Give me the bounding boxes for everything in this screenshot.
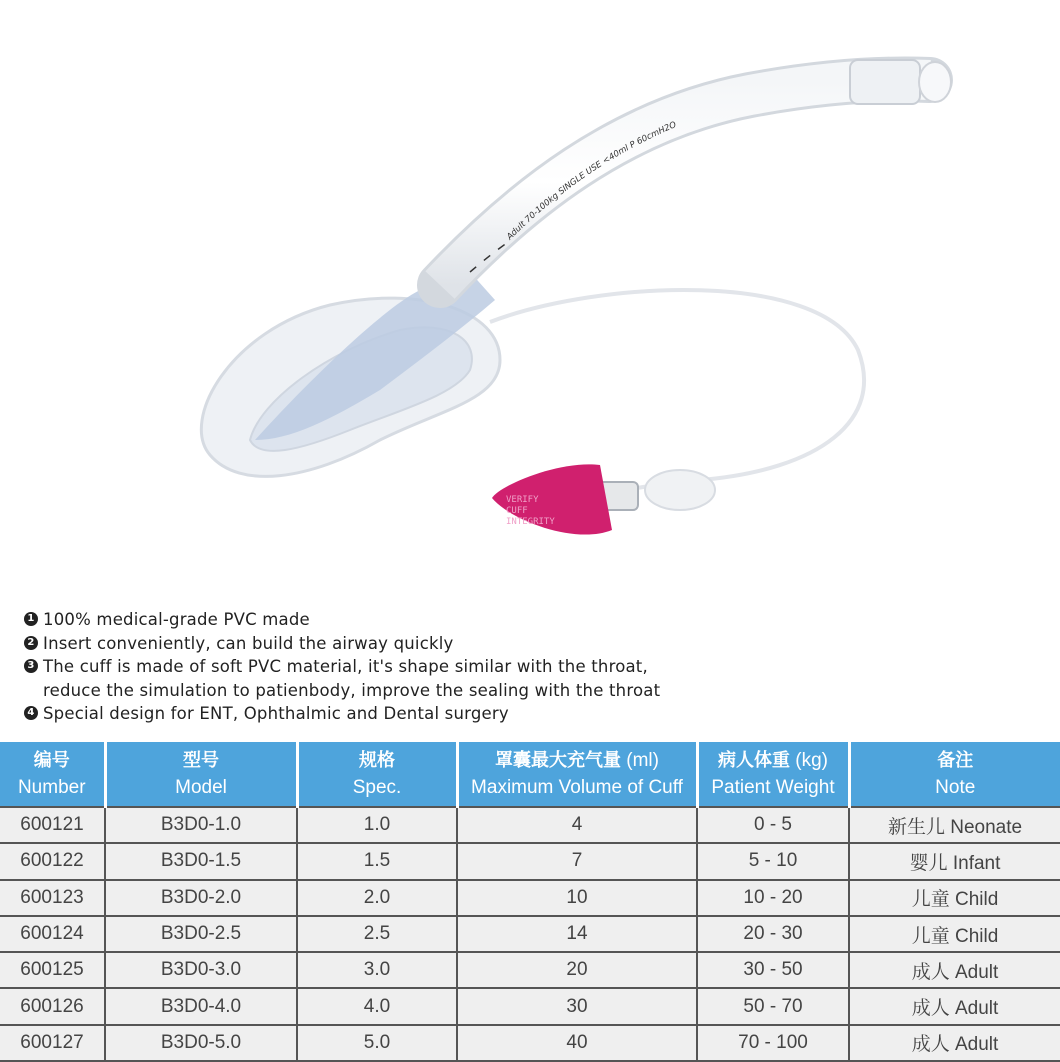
feature-item: 1 100% medical-grade PVC made [24, 608, 660, 632]
table-cell: 600124 [0, 916, 105, 952]
column-header-en: Model [175, 777, 227, 798]
table-cell: 婴儿 Infant [849, 843, 1060, 879]
column-header [297, 742, 457, 807]
table-cell: B3D0-3.0 [105, 952, 297, 988]
table-cell: 600126 [0, 988, 105, 1024]
column-header-cn: 病人体重 [717, 750, 790, 771]
table-cell: 600127 [0, 1025, 105, 1061]
number-badge-icon: 4 [24, 706, 38, 720]
table-cell: 7 [457, 843, 697, 879]
column-header-en: Note [935, 777, 976, 798]
table-row [0, 807, 1060, 843]
pilot-balloon [645, 470, 715, 510]
column-header [105, 742, 297, 807]
table-cell: 5 - 10 [697, 843, 849, 879]
table-cell: B3D0-2.5 [105, 916, 297, 952]
feature-list [24, 608, 660, 726]
table-cell: 4.0 [297, 988, 457, 1024]
column-header [457, 742, 697, 807]
svg-text:CUFF: CUFF [506, 506, 528, 516]
feature-item: 2 Insert conveniently, can build the airway quickly [24, 632, 660, 656]
tube-print: Adult 70-100kg SINGLE USE <40ml P 60cmH2O [505, 120, 679, 243]
table-row [0, 843, 1060, 879]
table-cell: 成人 Adult [849, 1025, 1060, 1061]
column-header-en: Patient Weight [711, 777, 835, 798]
table-cell: 2.0 [297, 880, 457, 916]
table-cell: 2.5 [297, 916, 457, 952]
table-cell: 600125 [0, 952, 105, 988]
connector [850, 60, 920, 104]
table-cell: 成人 Adult [849, 988, 1060, 1024]
number-badge-icon: 2 [24, 636, 38, 650]
svg-text:INTEGRITY: INTEGRITY [506, 517, 555, 527]
table-cell: 4 [457, 807, 697, 843]
table-cell: 14 [457, 916, 697, 952]
table-cell: 600122 [0, 843, 105, 879]
column-header [697, 742, 849, 807]
table-cell: 儿童 Child [849, 880, 1060, 916]
table-row [0, 1025, 1060, 1061]
table-row [0, 916, 1060, 952]
number-badge-icon: 1 [24, 612, 38, 626]
table-row [0, 952, 1060, 988]
table-cell: 5.0 [297, 1025, 457, 1061]
table-cell: 1.5 [297, 843, 457, 879]
table-row [0, 988, 1060, 1024]
column-header-unit: (kg) [795, 750, 828, 771]
svg-text:VERIFY: VERIFY [506, 495, 539, 505]
table-cell: 10 - 20 [697, 880, 849, 916]
column-header-en: Spec. [352, 777, 402, 798]
column-header [0, 742, 105, 807]
column-header-en: Maximum Volume of Cuff [471, 777, 683, 798]
table-cell: 成人 Adult [849, 952, 1060, 988]
table-cell: 30 [457, 988, 697, 1024]
table-cell: 3.0 [297, 952, 457, 988]
table-cell: 600123 [0, 880, 105, 916]
table-cell: 0 - 5 [697, 807, 849, 843]
table-header-row [0, 742, 1060, 807]
column-header-cn: 型号 [183, 750, 219, 771]
table-cell: B3D0-5.0 [105, 1025, 297, 1061]
table-cell: B3D0-1.0 [105, 807, 297, 843]
table-cell: 20 [457, 952, 697, 988]
column-header-en: Number [17, 777, 86, 798]
feature-item: 4 Special design for ENT, Ophthalmic and Dental surgery [24, 702, 660, 726]
column-header-cn: 编号 [33, 750, 70, 771]
table-cell: 10 [457, 880, 697, 916]
table-cell: 20 - 30 [697, 916, 849, 952]
table-cell: 70 - 100 [697, 1025, 849, 1061]
table-cell: B3D0-4.0 [105, 988, 297, 1024]
table-cell: 600121 [0, 807, 105, 843]
number-badge-icon: 3 [24, 659, 38, 673]
column-header-unit: (ml) [626, 750, 659, 771]
table-cell: 儿童 Child [849, 916, 1060, 952]
table-cell: 40 [457, 1025, 697, 1061]
table-cell: 新生儿 Neonate [849, 807, 1060, 843]
table-cell: B3D0-1.5 [105, 843, 297, 879]
table-cell: 50 - 70 [697, 988, 849, 1024]
table-cell: B3D0-2.0 [105, 880, 297, 916]
column-header-cn: 备注 [937, 750, 974, 771]
column-header-cn: 罩囊最大充气量 [495, 750, 621, 771]
table-cell: 30 - 50 [697, 952, 849, 988]
specification-table [0, 742, 1060, 1062]
column-header-cn: 规格 [359, 750, 395, 771]
column-header [849, 742, 1060, 807]
feature-item: 3 The cuff is made of soft PVC material, it's shape similar with the throat, reduce the simulation to patienbody, improve the sealing with the throat [24, 655, 660, 702]
table-row [0, 880, 1060, 916]
table-cell: 1.0 [297, 807, 457, 843]
